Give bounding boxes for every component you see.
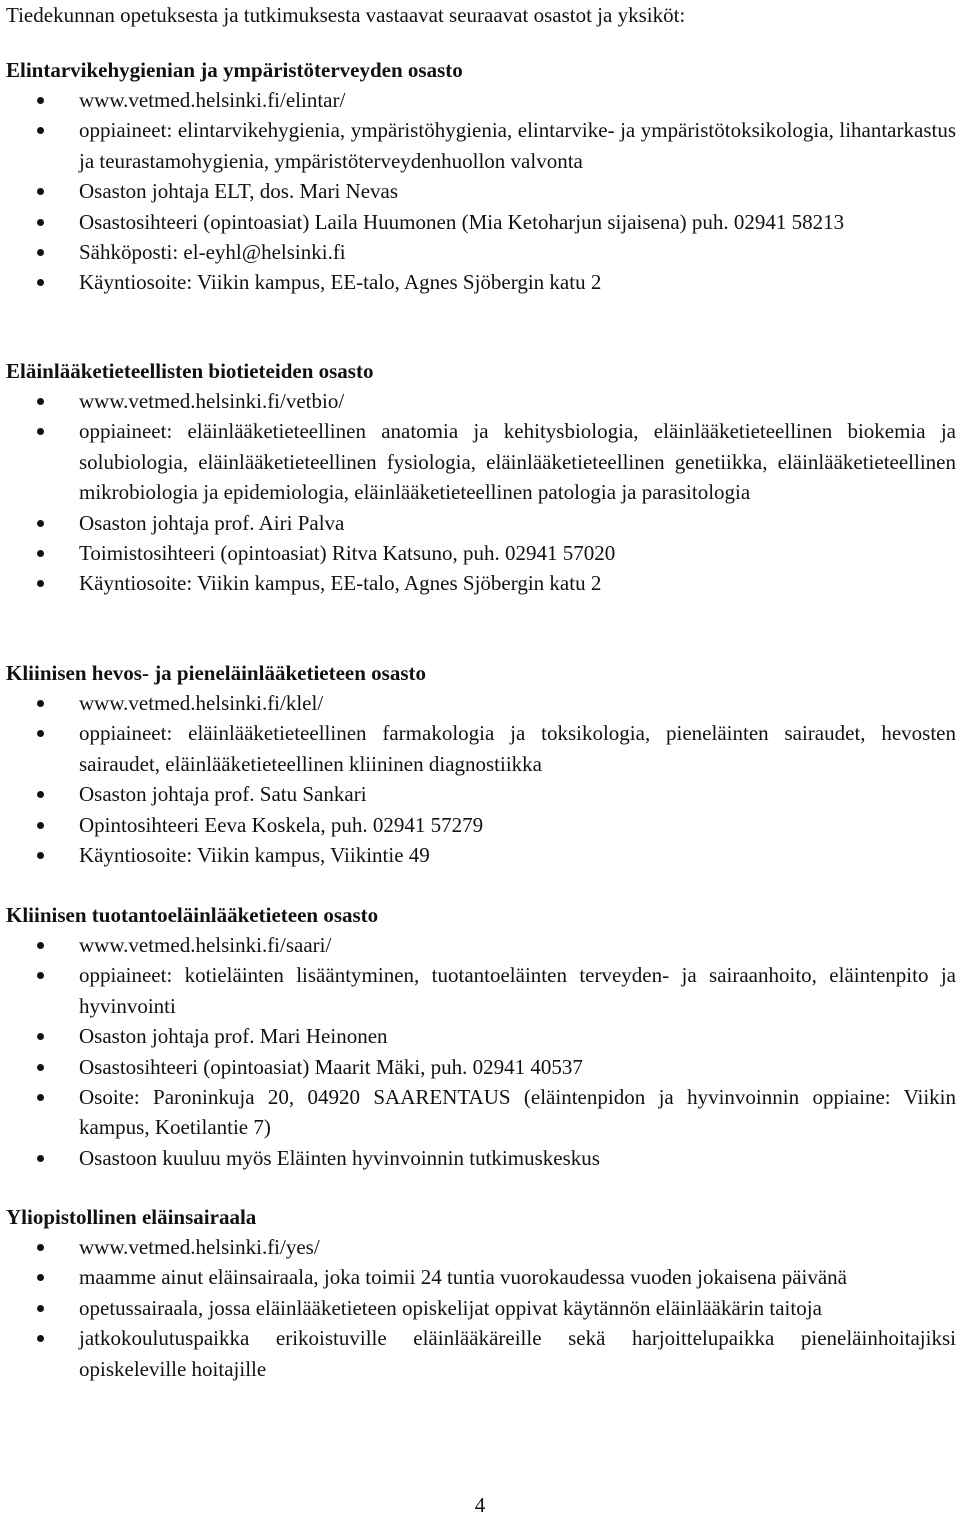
- bullet-icon: [37, 700, 44, 707]
- item-list: [0, 386, 960, 599]
- section-biotieteet: [0, 356, 960, 599]
- list-item-text: Osaston johtaja prof. Airi Palva: [79, 510, 345, 535]
- bullet-icon: [37, 1155, 44, 1162]
- item-list: [0, 85, 960, 298]
- bullet-icon: [37, 279, 44, 286]
- bullet-icon: [37, 1274, 44, 1281]
- list-item: [0, 1143, 960, 1173]
- section-tuotantoelain: [0, 900, 960, 1173]
- url-text: www.vetmed.helsinki.fi/saari/: [79, 933, 332, 957]
- list-item-text: jatkokoulutuspaikka erikoistuville eläinlääkäreille sekä harjoittelupaikka pieneläinhoitajiksi opiskeleville hoitajille: [79, 1326, 956, 1381]
- section-title: Kliinisen hevos- ja pieneläinlääketieteen osasto: [6, 661, 426, 685]
- list-item: [0, 688, 960, 718]
- list-item: [0, 176, 960, 206]
- list-item: [0, 1021, 960, 1051]
- list-item: [0, 115, 960, 176]
- list-item-text: Osaston johtaja prof. Mari Heinonen: [79, 1024, 388, 1049]
- list-item: [0, 568, 960, 598]
- bullet-icon: [37, 97, 44, 104]
- section-title: Yliopistollinen eläinsairaala: [6, 1205, 257, 1229]
- bullet-icon: [37, 550, 44, 557]
- section-title: Eläinlääketieteellisten biotieteiden osasto: [6, 359, 374, 383]
- list-item-text: Osaston johtaja ELT, dos. Mari Nevas: [79, 179, 399, 204]
- list-item-text: Sähköposti: el-eyhl@helsinki.fi: [79, 240, 346, 265]
- bullet-icon: [37, 127, 44, 134]
- url-text: www.vetmed.helsinki.fi/elintar/: [79, 88, 346, 112]
- bullet-icon: [37, 791, 44, 798]
- list-item-text: Osastoon kuuluu myös Eläinten hyvinvoinnin tutkimuskeskus: [79, 1145, 600, 1170]
- list-item: [0, 1052, 960, 1082]
- list-item: [0, 508, 960, 538]
- list-item: [0, 267, 960, 297]
- list-item: [0, 1293, 960, 1323]
- list-item: [0, 840, 960, 870]
- bullet-icon: [37, 520, 44, 527]
- item-list: [0, 688, 960, 870]
- bullet-icon: [37, 249, 44, 256]
- bullet-icon: [37, 1033, 44, 1040]
- list-item: [0, 386, 960, 416]
- list-item: [0, 960, 960, 1021]
- list-item-text: Toimistosihteeri (opintoasiat) Ritva Katsuno, puh. 02941 57020: [79, 541, 616, 566]
- list-item-text: Käyntiosoite: Viikin kampus, EE-talo, Agnes Sjöbergin katu 2: [79, 270, 602, 295]
- url-text: www.vetmed.helsinki.fi/klel/: [79, 691, 324, 715]
- bullet-icon: [37, 428, 44, 435]
- item-list: [0, 930, 960, 1173]
- bullet-icon: [37, 730, 44, 737]
- list-item-text: Osastosihteeri (opintoasiat) Maarit Mäki, puh. 02941 40537: [79, 1054, 583, 1079]
- section-title: Kliinisen tuotantoeläinlääketieteen osasto: [6, 903, 379, 927]
- url-text: www.vetmed.helsinki.fi/vetbio/: [79, 389, 345, 413]
- list-item-text: oppiaineet: kotieläinten lisääntyminen, tuotantoeläinten terveyden- ja sairaanhoito, eläintenpito ja hyvinvointi: [79, 963, 956, 1018]
- list-item: [0, 1323, 960, 1384]
- list-item-text: Osastosihteeri (opintoasiat) Laila Huumonen (Mia Ketoharjun sijaisena) puh. 02941 58213: [79, 209, 845, 234]
- bullet-icon: [37, 580, 44, 587]
- list-item: [0, 1082, 960, 1143]
- list-item-text: oppiaineet: eläinlääketieteellinen farmakologia ja toksikologia, pieneläinten sairaudet, hevosten sairaudet, eläinlääketieteellinen kliininen diagnostiikka: [79, 721, 956, 776]
- list-item-text: Käyntiosoite: Viikin kampus, EE-talo, Agnes Sjöbergin katu 2: [79, 571, 602, 596]
- list-item-text: Osoite: Paroninkuja 20, 04920 SAARENTAUS (eläintenpidon ja hyvinvoinnin oppiaine: Viikin kampus, Koetilantie 7): [79, 1085, 956, 1140]
- list-item-text: Osaston johtaja prof. Satu Sankari: [79, 782, 367, 807]
- list-item-text: oppiaineet: eläinlääketieteellinen anatomia ja kehitysbiologia, eläinlääketieteellinen biokemia ja solubiologia, eläinlääketieteellinen fysiologia, eläinlääketieteellinen genetiikka, eläinlääketieteellinen mikrobiologia ja epidemiologia, eläinlääketieteellinen patologia ja parasitologia: [79, 419, 956, 505]
- bullet-icon: [37, 1305, 44, 1312]
- bullet-icon: [37, 188, 44, 195]
- bullet-icon: [37, 972, 44, 979]
- list-item-text: Käyntiosoite: Viikin kampus, Viikintie 49: [79, 843, 430, 868]
- list-item: [0, 810, 960, 840]
- list-item-text: Opintosihteeri Eeva Koskela, puh. 02941 57279: [79, 812, 484, 837]
- list-item: [0, 930, 960, 960]
- section-elintarvikehygienia: [0, 55, 960, 298]
- bullet-icon: [37, 1335, 44, 1342]
- page-number: 4: [474, 1493, 486, 1517]
- item-list: [0, 1232, 960, 1384]
- list-item: [0, 538, 960, 568]
- list-item: [0, 1262, 960, 1292]
- bullet-icon: [37, 852, 44, 859]
- section-elainsairaala: [0, 1202, 960, 1384]
- section-title: Elintarvikehygienian ja ympäristöterveyden osasto: [6, 58, 463, 82]
- bullet-icon: [37, 822, 44, 829]
- section-hevos-pienelain: [0, 658, 960, 870]
- list-item-text: maamme ainut eläinsairaala, joka toimii 24 tuntia vuorokaudessa vuoden jokaisena päivänä: [79, 1265, 848, 1290]
- list-item: [0, 1232, 960, 1262]
- list-item-text: oppiaineet: elintarvikehygienia, ympäristöhygienia, elintarvike- ja ympäristötoksikologia, lihantarkastus ja teurastamohygienia, ympäristöterveydenhuollon valvonta: [79, 118, 956, 173]
- bullet-icon: [37, 1094, 44, 1101]
- list-item: [0, 779, 960, 809]
- bullet-icon: [37, 1064, 44, 1071]
- url-text: www.vetmed.helsinki.fi/yes/: [79, 1235, 320, 1259]
- list-item: [0, 207, 960, 237]
- list-item-text: opetussairaala, jossa eläinlääketieteen opiskelijat oppivat käytännön eläinlääkärin taitoja: [79, 1295, 822, 1320]
- bullet-icon: [37, 219, 44, 226]
- list-item: [0, 85, 960, 115]
- list-item: [0, 416, 960, 507]
- bullet-icon: [37, 942, 44, 949]
- bullet-icon: [37, 1244, 44, 1251]
- list-item: [0, 718, 960, 779]
- bullet-icon: [37, 398, 44, 405]
- list-item: [0, 237, 960, 267]
- intro-text: Tiedekunnan opetuksesta ja tutkimuksesta vastaavat seuraavat osastot ja yksiköt:: [6, 3, 686, 27]
